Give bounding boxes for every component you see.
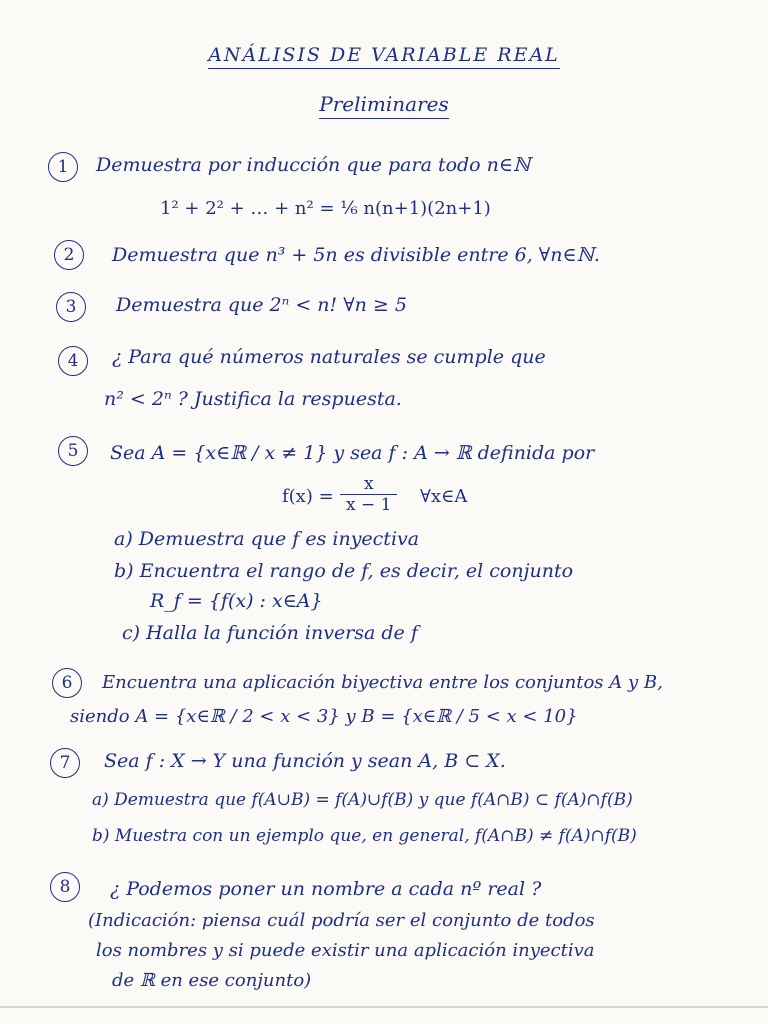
- problem-5-range-set: R_f = {f(x) : x∈A}: [150, 590, 323, 612]
- problem-1-formula: 1² + 2² + … + n² = ¹⁄₆ n(n+1)(2n+1): [160, 198, 491, 219]
- page-title: ANÁLISIS DE VARIABLE REAL: [0, 44, 768, 66]
- problem-7-item-a: a) Demuestra que f(A∪B) = f(A)∪f(B) y que f(A∩B) ⊂ f(A)∩f(B): [92, 790, 633, 810]
- page-subtitle: Preliminares: [0, 92, 768, 116]
- problem-4-statement-line-2: n² < 2ⁿ ? Justifica la respuesta.: [104, 388, 402, 410]
- problem-4-statement-line-1: ¿ Para qué números naturales se cumple que: [112, 346, 546, 368]
- problem-1-statement: Demuestra por inducción que para todo n∈ℕ: [96, 154, 531, 176]
- problem-5-function-domain: ∀x∈A: [420, 486, 468, 507]
- problem-5-statement: Sea A = {x∈ℝ / x ≠ 1} y sea f : A → ℝ definida por: [110, 442, 595, 464]
- problem-6-statement-line-2: siendo A = {x∈ℝ / 2 < x < 3} y B = {x∈ℝ / 5 < x < 10}: [70, 706, 578, 727]
- problem-5-item-b: b) Encuentra el rango de f, es decir, el conjunto: [114, 560, 574, 582]
- problem-5-fraction: [340, 474, 397, 515]
- problem-8-statement-line-2: (Indicación: piensa cuál podría ser el conjunto de todos: [88, 910, 595, 931]
- problem-7-statement: Sea f : X → Y una función y sean A, B ⊂ X.: [104, 750, 506, 772]
- problem-5-fraction-numerator: x: [340, 474, 397, 495]
- problem-8-statement-line-1: ¿ Podemos poner un nombre a cada nº real ?: [110, 878, 542, 900]
- problem-7-item-b: b) Muestra con un ejemplo que, en general, f(A∩B) ≠ f(A)∩f(B): [92, 826, 637, 846]
- problem-number-3: 3: [56, 292, 86, 322]
- page-bottom-edge: [0, 1006, 768, 1008]
- problem-number-8: 8: [50, 872, 80, 902]
- problem-6-statement-line-1: Encuentra una aplicación biyectiva entre los conjuntos A y B,: [102, 672, 663, 693]
- problem-3-statement: Demuestra que 2ⁿ < n! ∀n ≥ 5: [116, 294, 407, 316]
- problem-5-item-a: a) Demuestra que f es inyectiva: [114, 528, 420, 550]
- problem-5-item-c: c) Halla la función inversa de f: [122, 622, 418, 644]
- problem-8-statement-line-3: los nombres y si puede existir una aplicación inyectiva: [96, 940, 595, 961]
- problem-8-statement-line-4: de ℝ en ese conjunto): [112, 970, 312, 991]
- problem-number-5: 5: [58, 436, 88, 466]
- problem-number-1: 1: [48, 152, 78, 182]
- problem-number-4: 4: [58, 346, 88, 376]
- problem-number-7: 7: [50, 748, 80, 778]
- problem-5-fraction-denominator: x − 1: [346, 495, 392, 515]
- problem-number-2: 2: [54, 240, 84, 270]
- problem-2-statement: Demuestra que n³ + 5n es divisible entre 6, ∀n∈ℕ.: [112, 244, 600, 266]
- problem-number-6: 6: [52, 668, 82, 698]
- problem-5-function-left: f(x) =: [282, 486, 334, 507]
